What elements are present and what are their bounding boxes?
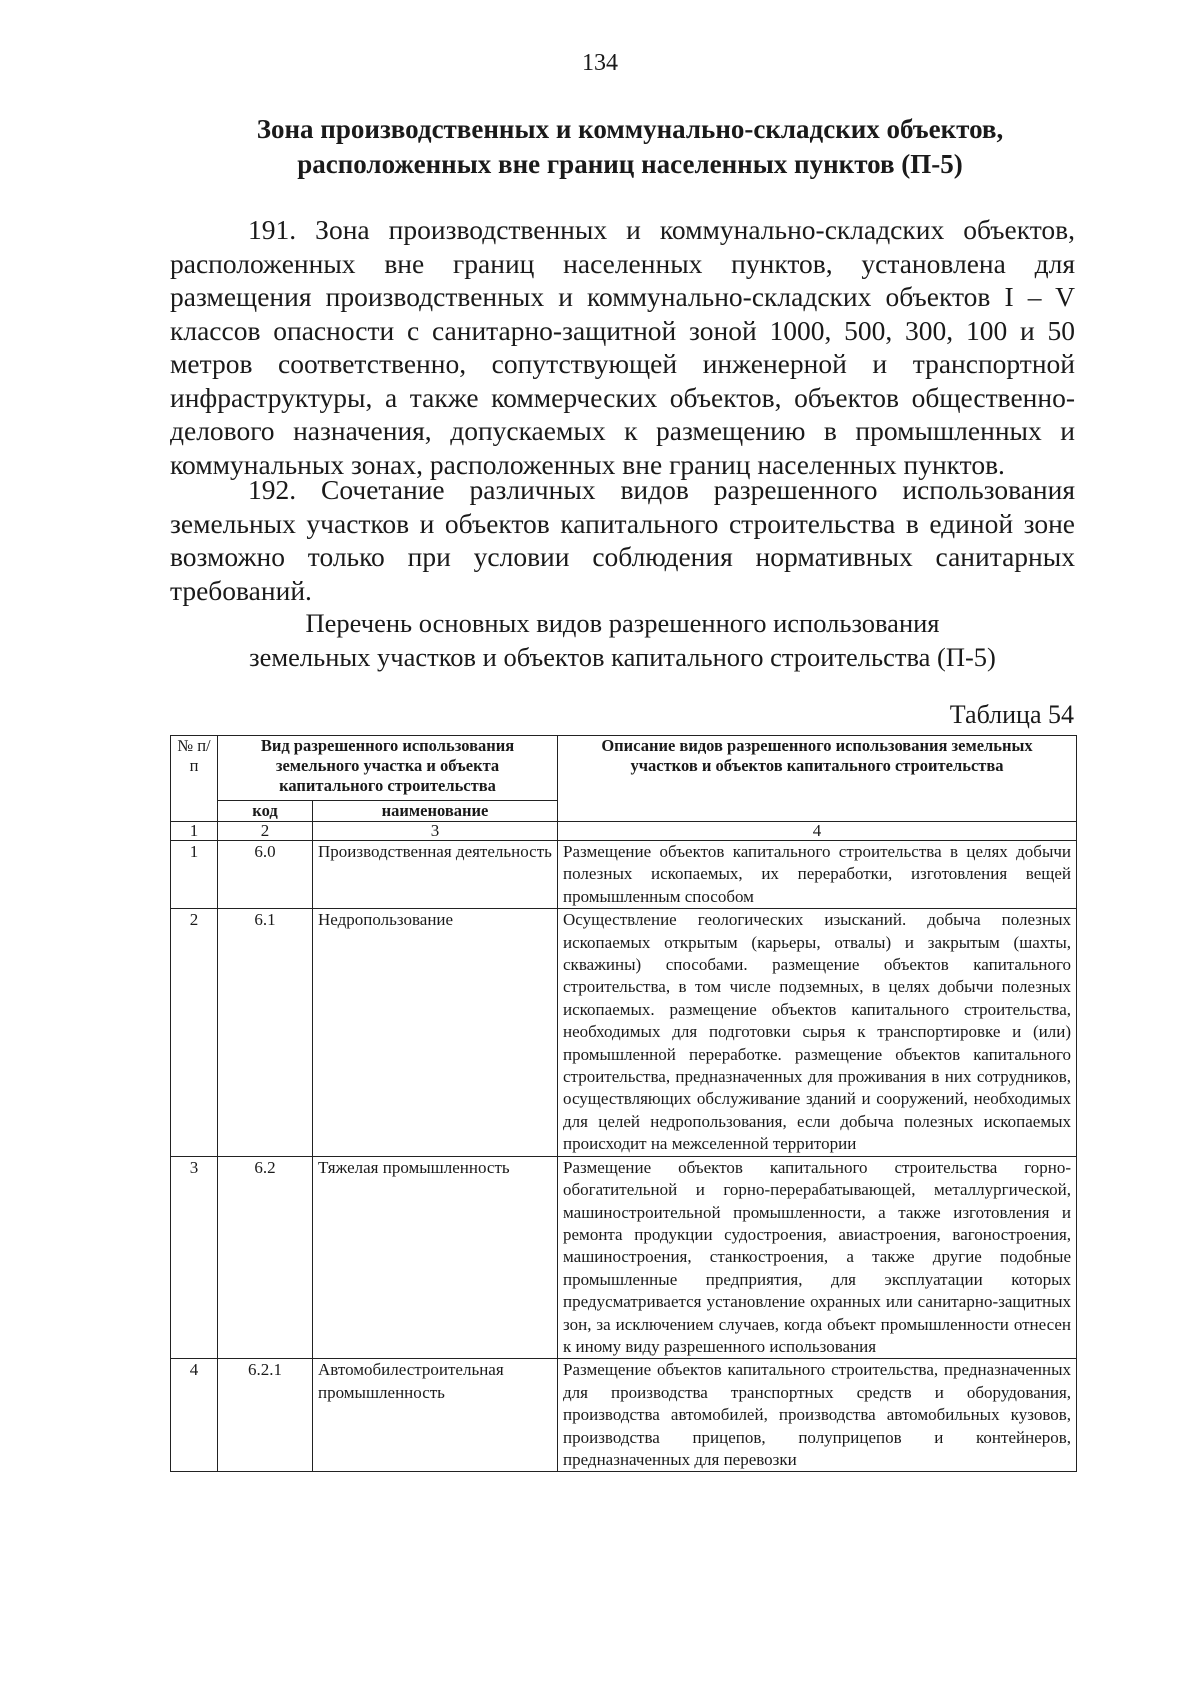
column-number: 4 [558, 822, 1077, 841]
page-title [170, 112, 1090, 182]
header-description: Описание видов разрешенного использования земельных участков и объектов капитального строительства [558, 736, 1077, 822]
header-code: код [218, 801, 313, 822]
title-line-1: Зона производственных и коммунально-складских объектов, [256, 114, 1004, 144]
row-code: 6.0 [218, 841, 313, 909]
column-number-row [171, 822, 1077, 841]
table-row [171, 841, 1077, 909]
table-title [170, 606, 1075, 674]
row-description: Осуществление геологических изысканий. добыча полезных ископаемых открытым (карьеры, отвалы) и закрытым (шахты, скважины) способами. размещение объектов капитального строительства, в том числе подземных, в целях добычи полезных ископаемых. размещение объектов капитального строительства, необходимых для подготовки сырья к транспортировке и (или) промышленной переработке. размещение объектов капитального строительства, предназначенных для проживания в них сотрудников, осуществляющих обслуживание зданий и сооружений, необходимых для целей недропользования, если добыча полезных ископаемых происходит на межселенной территории [558, 909, 1077, 1156]
column-number: 2 [218, 822, 313, 841]
header-num: № п/п [171, 736, 218, 822]
row-code: 6.1 [218, 909, 313, 1156]
column-number: 3 [313, 822, 558, 841]
row-number: 4 [171, 1359, 218, 1472]
row-number: 1 [171, 841, 218, 909]
table-title-line-2: земельных участков и объектов капитального строительства (П-5) [249, 642, 996, 672]
table-row [171, 1359, 1077, 1472]
header-kind: Вид разрешенного использования земельного участка и объекта капитального строительства [218, 736, 558, 801]
row-code: 6.2.1 [218, 1359, 313, 1472]
column-number: 1 [171, 822, 218, 841]
table-header-row [171, 736, 1077, 801]
row-name: Недропользование [313, 909, 558, 1156]
header-name: наименование [313, 801, 558, 822]
row-name: Автомобилестроительная промышленность [313, 1359, 558, 1472]
row-description: Размещение объектов капитального строительства горно-обогатительной и горно-перерабатывающей, металлургической, машиностроительной промышленности, а также изготовления и ремонта продукции судостроения, авиастроения, вагоностроения, машиностроения, станкостроения, а также другие подобные промышленные предприятия, для эксплуатации которых предусматривается установление охранных или санитарно-защитных зон, за исключением случаев, когда объект промышленности отнесен к иному виду разрешенного использования [558, 1156, 1077, 1359]
page-number: 134 [582, 50, 618, 76]
row-code: 6.2 [218, 1156, 313, 1359]
table-label: Таблица 54 [949, 700, 1074, 729]
row-name: Производственная деятельность [313, 841, 558, 909]
paragraph-192: 192. Сочетание различных видов разрешенного использования земельных участков и объектов капитального строительства в единой зоне возможно только при условии соблюдения нормативных санитарных требований. [170, 474, 1075, 606]
paragraph-191: 191. Зона производственных и коммунально-складских объектов, расположенных вне границ населенных пунктов, установлена для размещения производственных и коммунально-складских объектов I – V классов опасности с санитарно-защитной зоной 1000, 500, 300, 100 и 50 метров соответственно, сопутствующей инженерной и транспортной инфраструктуры, а также коммерческих объектов, объектов общественно-делового назначения, допускаемых к размещению в промышленных и коммунальных зонах, расположенных вне границ населенных пунктов. [170, 214, 1075, 480]
row-name: Тяжелая промышленность [313, 1156, 558, 1359]
table-title-line-1: Перечень основных видов разрешенного использования [305, 608, 940, 638]
table-row [171, 909, 1077, 1156]
row-description: Размещение объектов капитального строительства в целях добычи полезных ископаемых, их переработки, изготовления вещей промышленным способом [558, 841, 1077, 909]
row-number: 2 [171, 909, 218, 1156]
land-use-table [170, 735, 1077, 1472]
table-row [171, 1156, 1077, 1359]
row-description: Размещение объектов капитального строительства, предназначенных для производства транспортных средств и оборудования, производства автомобилей, производства автомобильных кузовов, производства прицепов, полуприцепов и контейнеров, предназначенных для перевозки [558, 1359, 1077, 1472]
title-line-2: расположенных вне границ населенных пунктов (П-5) [297, 149, 963, 179]
row-number: 3 [171, 1156, 218, 1359]
